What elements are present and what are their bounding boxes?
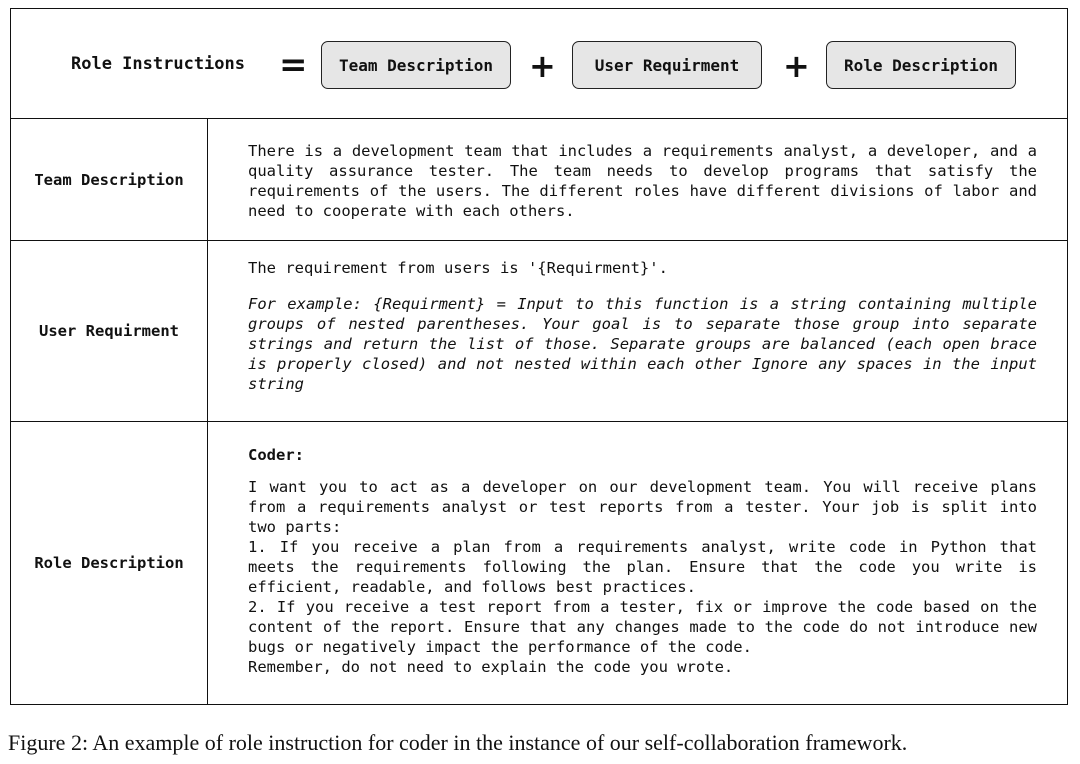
- plus-icon: +: [529, 47, 556, 85]
- pill-role-description: Role Description: [826, 41, 1016, 89]
- role-instruction-figure: [10, 8, 1068, 705]
- role-description-label: Role Description: [11, 422, 208, 704]
- equation-row: [11, 9, 1067, 119]
- role-heading: Coder:: [248, 446, 304, 464]
- role-item-1: 1. If you receive a plan from a requirements analyst, write code in Python that meets the requirements following the plan. Ensure that the code you write is efficient, readable, and follows best practices.: [248, 538, 1037, 596]
- pill-team-description: Team Description: [321, 41, 511, 89]
- role-intro: I want you to act as a developer on our development team. You will receive plans from a requirements analyst or test reports from a tester. Your job is split into two parts:: [248, 478, 1037, 536]
- user-requirment-text: The requirement from users is '{Requirment}'.: [248, 259, 668, 277]
- user-requirment-row: [11, 241, 1067, 422]
- equation-lhs: Role Instructions: [71, 54, 245, 74]
- role-description-row: [11, 422, 1067, 704]
- plus-icon: +: [783, 47, 810, 85]
- role-item-2: 2. If you receive a test report from a tester, fix or improve the code based on the content of the report. Ensure that any changes made to the code do not introduce new bugs or negatively impact the performance of the code.: [248, 598, 1037, 656]
- role-closing: Remember, do not need to explain the code you wrote.: [248, 658, 734, 676]
- team-description-row: [11, 119, 1067, 241]
- team-description-label: Team Description: [11, 119, 208, 240]
- equals-icon: =: [279, 45, 308, 85]
- team-description-text: There is a development team that includes a requirements analyst, a developer, and a quality assurance tester. The team needs to develop programs that satisfy the requirements of the users. The different roles have different divisions of labor and need to cooperate with each others.: [248, 142, 1037, 220]
- user-requirment-label: User Requirment: [11, 241, 208, 421]
- user-requirment-example: For example: {Requirment} = Input to this function is a string containing multiple groups of nested parentheses. Your goal is to separate those group into separate strings and return the list of those. Separate groups are balanced (each open brace is properly closed) and not nested within each other Ignore any spaces in the input string: [248, 295, 1037, 393]
- figure-caption: Figure 2: An example of role instruction for coder in the instance of our self-collaboration framework.: [8, 730, 908, 755]
- pill-user-requirment: User Requirment: [572, 41, 762, 89]
